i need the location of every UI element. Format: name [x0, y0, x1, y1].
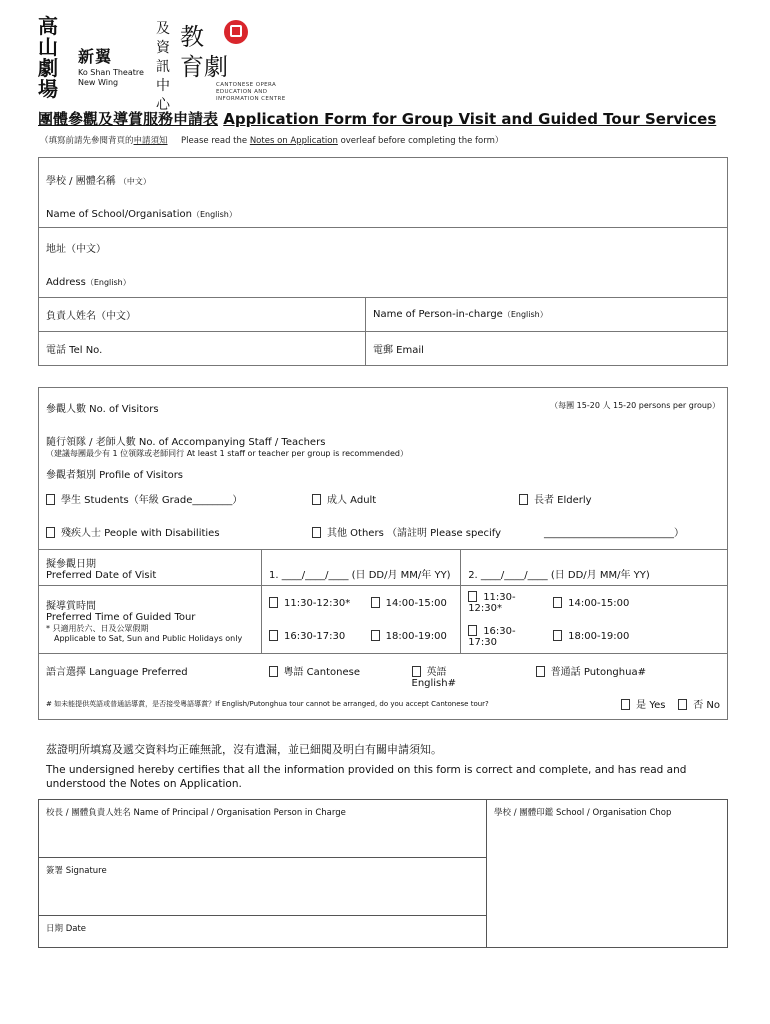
time-zh-label: 擬導賞時間 — [46, 600, 96, 612]
visitors-label: 參觀人數 No. of Visitors — [46, 404, 159, 416]
lang-putonghua-option[interactable] — [536, 667, 646, 678]
slot-label: 18:00-19:00 — [385, 631, 447, 643]
declaration-zh: 茲證明所填寫及遞交資料均正確無訛，沒有遺漏，並已細閱及明白有關申請須知。 — [46, 743, 442, 756]
time-note-zh: * 只適用於六、日及公眾假期 — [46, 623, 149, 633]
time-en-label: Preferred Time of Guided Tour — [46, 611, 196, 623]
tel-field[interactable] — [39, 332, 366, 366]
school-name-field[interactable] — [39, 158, 728, 228]
note-en-suffix: overleaf before completing the form） — [337, 136, 504, 146]
checkbox-icon[interactable] — [312, 527, 321, 538]
ko-shan-theatre-logo — [38, 16, 148, 108]
declaration-en: The undersigned hereby certifies that all the information provided on this form is correct and complete, and has read and understood the Notes on Application. — [46, 764, 687, 790]
applicant-info-table — [38, 157, 728, 366]
tel-label: 電話 Tel No. — [46, 345, 103, 356]
signature-field[interactable] — [39, 858, 487, 916]
date2-field[interactable] — [461, 550, 728, 586]
slot1-a-option[interactable] — [262, 586, 364, 620]
title-en: Application Form for Group Visit and Guided Tour Services — [223, 110, 717, 128]
signature-label: 簽署 Signature — [46, 866, 107, 876]
ko-shan-calligraphy: 高山劇場 — [38, 14, 58, 101]
yes-label: 是 Yes — [636, 699, 666, 711]
lang-english-option[interactable] — [412, 663, 461, 689]
lang-label-cell — [39, 654, 262, 688]
lang-note-cell — [39, 688, 547, 720]
note-en-link: Notes on Application — [249, 136, 338, 146]
checkbox-icon[interactable] — [468, 591, 477, 602]
slot1-d-option[interactable] — [364, 620, 461, 654]
ko-shan-en-line1: Ko Shan Theatre — [78, 68, 144, 77]
logo-area — [38, 14, 286, 113]
profile-label-cell — [39, 464, 728, 484]
slot2-b-option[interactable] — [546, 586, 727, 620]
checkbox-icon[interactable] — [269, 597, 278, 608]
profile-elderly-option[interactable] — [519, 491, 592, 506]
slot-label: 14:00-15:00 — [385, 597, 447, 609]
lang-options-1 — [262, 654, 461, 688]
date-zh-label: 擬參觀日期 — [46, 558, 96, 570]
checkbox-icon[interactable] — [519, 494, 528, 505]
coec-en-line2: EDUCATION AND — [216, 89, 268, 95]
principal-name-field[interactable] — [39, 800, 487, 858]
slot1-c-option[interactable] — [262, 620, 364, 654]
checkbox-icon[interactable] — [269, 666, 278, 677]
checkbox-icon[interactable] — [536, 666, 545, 677]
profile-others-label: 其他 Others （請註明 Please specify — [327, 527, 502, 539]
school-en-hint: （English） — [191, 210, 237, 219]
lang-cantonese-label: 粵語 Cantonese — [283, 667, 361, 679]
school-en-label: Name of School/Organisation — [46, 209, 192, 220]
date1-field[interactable] — [262, 550, 461, 586]
ko-shan-en-line2: New Wing — [78, 78, 119, 87]
profile-disabled-option[interactable] — [46, 528, 220, 539]
page-title — [38, 108, 716, 129]
checkbox-icon[interactable] — [371, 630, 380, 641]
slot-label: 14:00-15:00 — [568, 597, 630, 609]
lang-english-label: 英語 English# — [411, 667, 456, 690]
no-label: 否 No — [693, 699, 720, 711]
address-en-label: Address — [46, 277, 86, 288]
coec-en-line3: INFORMATION CENTRE — [216, 96, 286, 102]
title-zh: 團體參觀及導賞服務申請表 — [38, 110, 219, 128]
staff-hint: （建議每團最少有 1 位領隊或老師同行 At least 1 staff or teacher per group is recommended） — [46, 448, 408, 458]
seal-icon — [224, 20, 248, 44]
slot2-d-option[interactable] — [546, 620, 727, 654]
coec-en-line1: CANTONESE OPERA — [216, 82, 277, 88]
address-field[interactable] — [39, 228, 728, 298]
profile-students-label: 學生 Students（年級 Grade________） — [61, 495, 243, 506]
lang-note: # 如未能提供英語或普通話導賞，是否接受粵語導賞？If English/Putonghua tour cannot be arranged, do you accept Cantonese tour? — [46, 699, 489, 708]
yes-option[interactable] — [621, 700, 665, 711]
coec-logo — [156, 16, 296, 113]
profile-adult-label: 成人 Adult — [327, 495, 377, 506]
lang-cantonese-option[interactable] — [269, 667, 361, 678]
declaration — [46, 741, 726, 791]
checkbox-icon[interactable] — [312, 494, 321, 505]
visitors-field[interactable] — [39, 388, 728, 428]
principal-label: 校長 / 團體負責人姓名 Name of Principal / Organisation Person in Charge — [46, 808, 346, 818]
date1-label: 1. ____/____/____ (日 DD/月 MM/年 YY) — [269, 570, 451, 581]
coec-big-line1: 教 — [180, 23, 204, 51]
slot2-c-option[interactable] — [461, 620, 546, 654]
date-en-label: Preferred Date of Visit — [46, 569, 157, 581]
profile-row-2 — [39, 514, 728, 550]
checkbox-icon[interactable] — [412, 666, 421, 677]
chop-field[interactable] — [487, 800, 728, 948]
checkbox-icon[interactable] — [46, 527, 55, 538]
ko-shan-new-wing-zh: 新翼 — [78, 47, 113, 66]
lang-label: 語言選擇 Language Preferred — [46, 667, 188, 679]
note-en-prefix: Please read the — [181, 136, 250, 146]
note-zh-prefix: （填寫前請先參閱背頁的 — [40, 136, 134, 146]
coec-en — [216, 82, 286, 103]
staff-field[interactable] — [39, 428, 728, 464]
staff-label: 隨行領隊 / 老師人數 No. of Accompanying Staff / Teachers — [46, 436, 326, 448]
coec-big-text — [180, 22, 228, 82]
signature-table — [38, 799, 728, 948]
slot-label: 16:30-17:30 — [468, 625, 516, 648]
slot2-a-option[interactable] — [461, 586, 546, 620]
person-en-label: Name of Person-in-charge — [373, 309, 503, 320]
coec-vertical-text: 及資訊中心 — [156, 21, 170, 113]
profile-students-option[interactable] — [46, 495, 242, 506]
slot-label: 11:30-12:30* — [468, 592, 516, 615]
email-field[interactable] — [366, 332, 728, 366]
slot-label: 18:00-19:00 — [568, 631, 630, 643]
checkbox-icon[interactable] — [678, 699, 687, 710]
lang-options-2 — [461, 654, 728, 688]
person-zh-field[interactable] — [39, 298, 366, 332]
slot-label: 11:30-12:30* — [284, 597, 351, 609]
note-zh-link: 申請須知 — [133, 136, 168, 146]
slot-label: 16:30-17:30 — [284, 631, 346, 643]
school-zh-hint: （中文） — [118, 177, 151, 186]
checkbox-icon[interactable] — [371, 597, 380, 608]
ko-shan-en — [78, 68, 144, 88]
address-en-hint: （English） — [85, 278, 131, 287]
visit-details-table — [38, 387, 728, 720]
checkbox-icon[interactable] — [553, 597, 562, 608]
form-note — [40, 134, 503, 146]
profile-others-option[interactable] — [312, 524, 501, 539]
address-zh-label: 地址（中文） — [46, 244, 106, 255]
checkbox-icon[interactable] — [468, 625, 477, 636]
date-label: 日期 Date — [46, 924, 87, 934]
person-en-hint: （English） — [502, 310, 548, 319]
date-field[interactable] — [39, 916, 487, 948]
time-note-en: Applicable to Sat, Sun and Public Holidays only — [54, 633, 243, 643]
date-label-cell — [39, 550, 262, 586]
profile-adult-option[interactable] — [312, 491, 376, 506]
person-en-field[interactable] — [366, 298, 728, 332]
coec-big-line2: 育劇 — [180, 53, 228, 81]
checkbox-icon[interactable] — [621, 699, 630, 710]
profile-label: 參觀者類別 Profile of Visitors — [46, 470, 184, 481]
accept-cantonese-cell — [546, 688, 727, 720]
date2-label: 2. ____/____/____ (日 DD/月 MM/年 YY) — [468, 570, 650, 581]
slot1-b-option[interactable] — [364, 586, 461, 620]
chop-label: 學校 / 團體印鑑 School / Organisation Chop — [494, 808, 672, 818]
person-zh-label: 負責人姓名（中文） — [46, 311, 136, 322]
checkbox-icon[interactable] — [269, 630, 278, 641]
school-zh-label: 學校 / 團體名稱 — [46, 176, 116, 187]
visitors-hint: （每團 15-20 人 15-20 persons per group） — [550, 401, 720, 411]
profile-disabled-label: 殘疾人士 People with Disabilities — [61, 527, 220, 539]
lang-putonghua-label: 普通話 Putonghua# — [550, 667, 646, 679]
profile-others-blank[interactable]: __________________________） — [544, 527, 684, 539]
profile-elderly-label: 長者 Elderly — [534, 495, 592, 506]
checkbox-icon[interactable] — [553, 630, 562, 641]
time-label-cell — [39, 586, 262, 654]
no-option[interactable] — [678, 700, 720, 711]
email-label: 電郵 Email — [373, 345, 424, 356]
checkbox-icon[interactable] — [46, 494, 55, 505]
profile-row-1 — [39, 484, 728, 514]
